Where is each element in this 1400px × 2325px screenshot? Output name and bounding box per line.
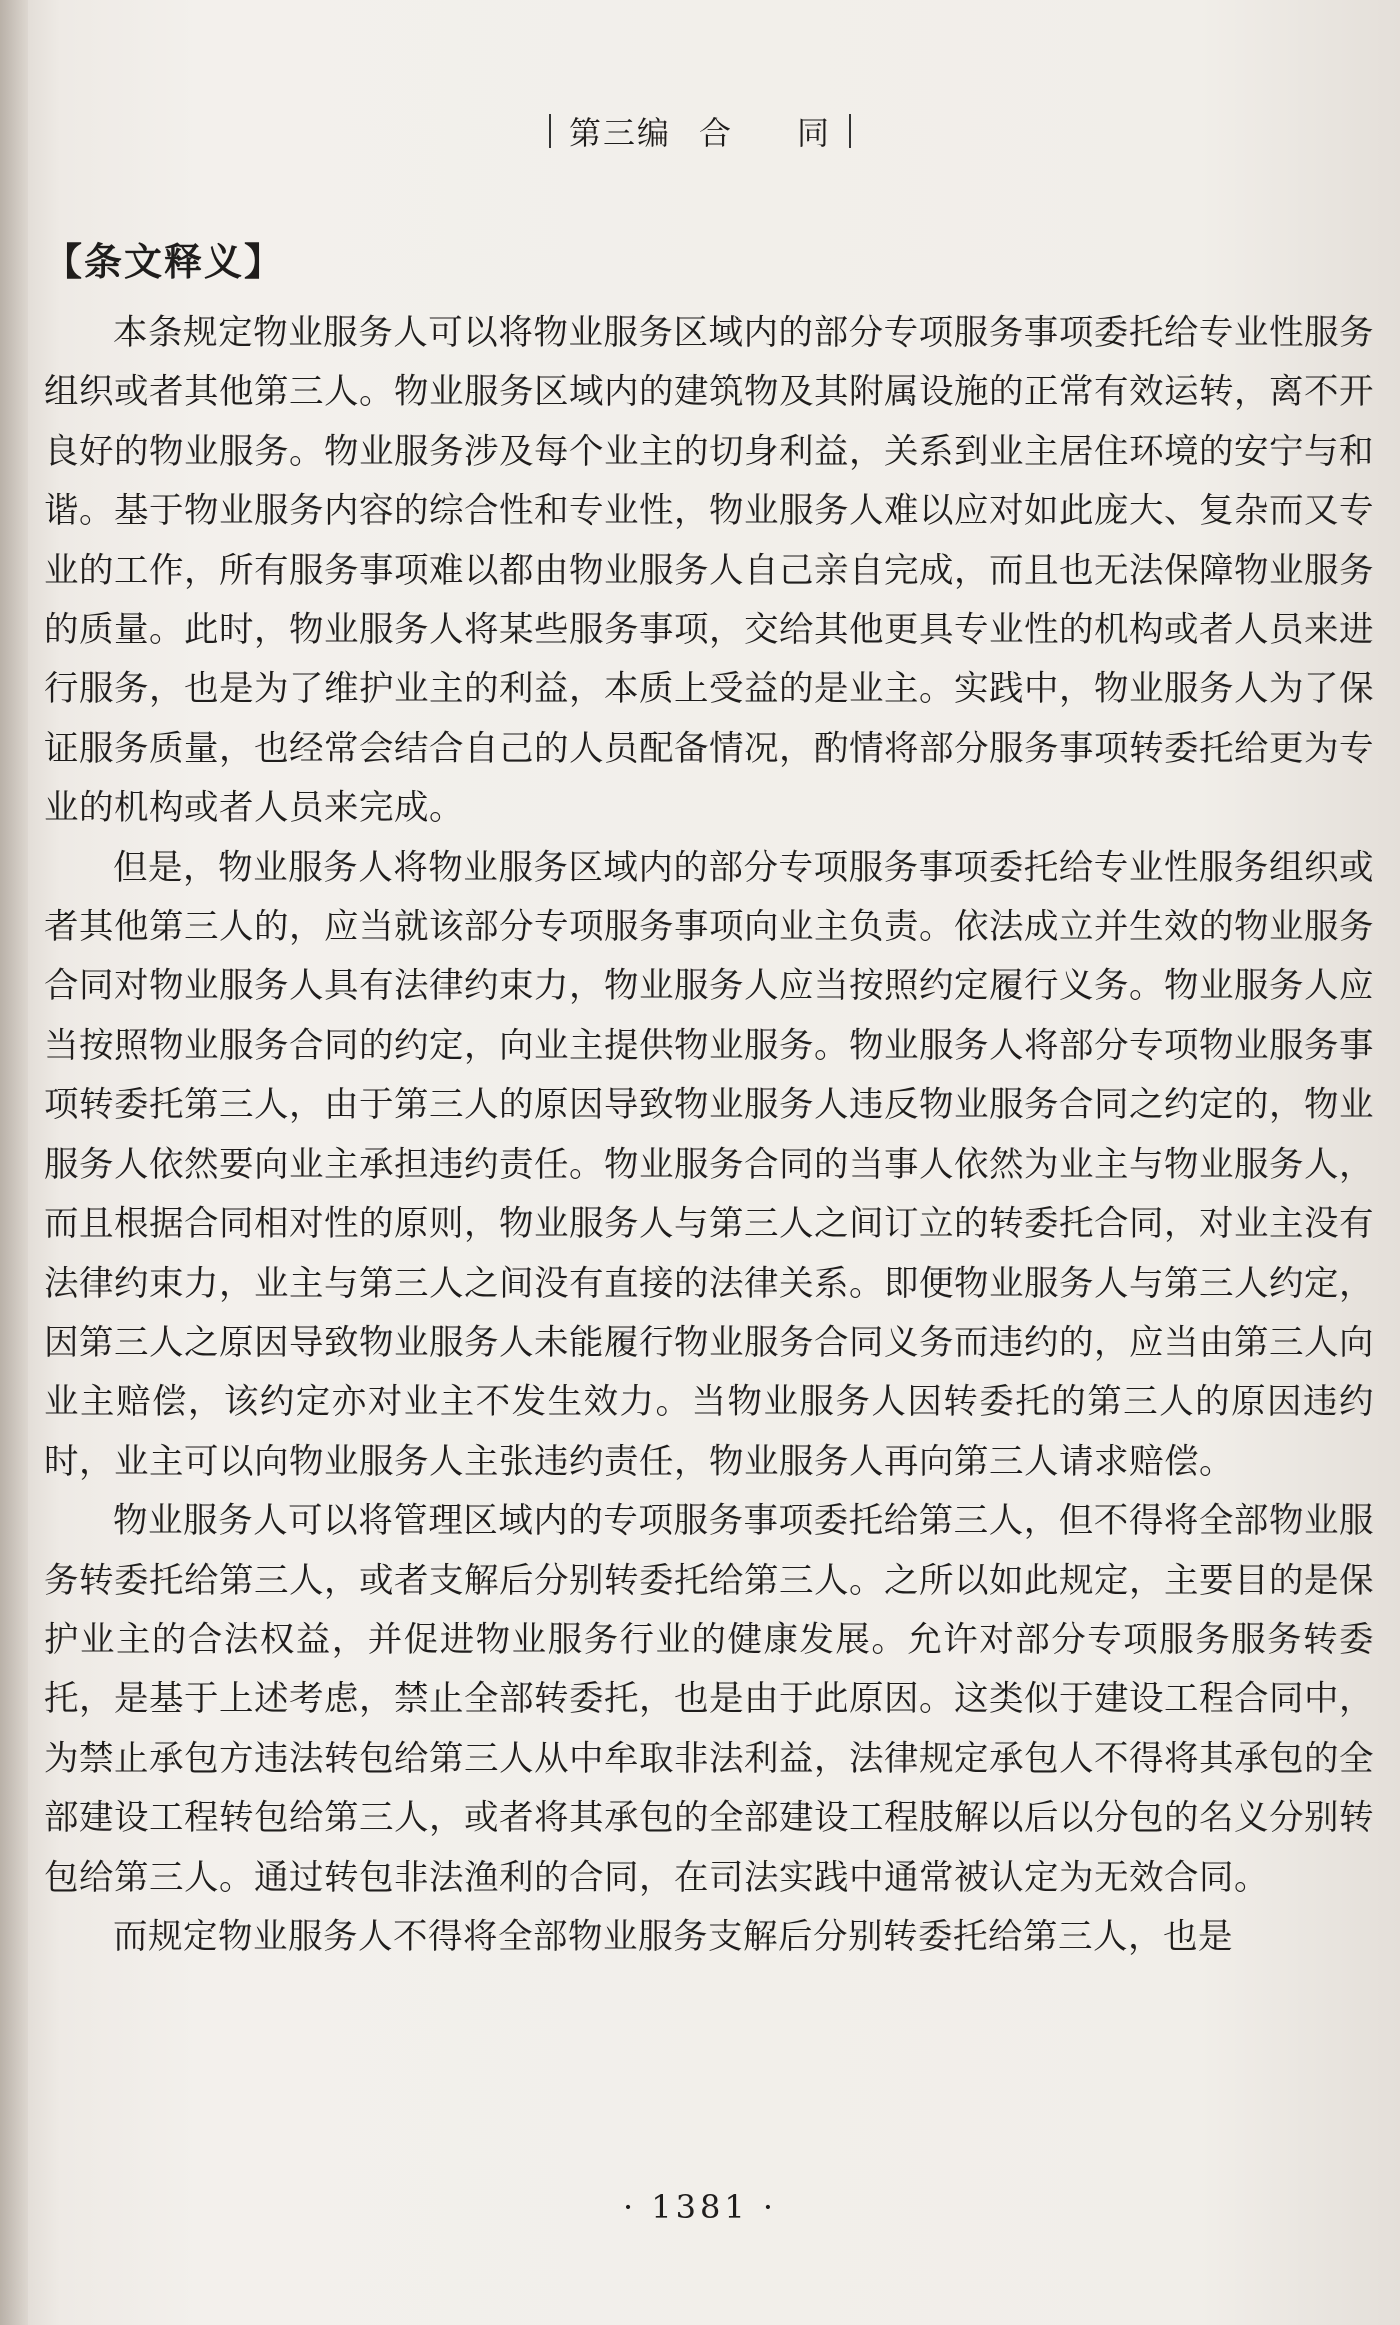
running-header [0, 108, 1400, 154]
paragraph-4: 而规定物业服务人不得将全部物业服务支解后分别转委托给第三人，也是 [113, 1916, 1233, 1957]
page-binding-edge [0, 0, 28, 2325]
header-title-char-2: 同 [797, 114, 832, 152]
section-title: 【条文释义】 [44, 240, 285, 284]
paragraph-3: 物业服务人可以将管理区域内的专项服务事项委托给第三人，但不得将全部物业服务转委托给第三人，或者支解后分别转委托给第三人。之所以如此规定，主要目的是保护业主的合法权益，并促进物业服务行业的健康发展。允许对部分专项服务服务转委托，是基于上述考虑，禁止全部转委托，也是由于此原因。这类似于建设工程合同中，为禁止承包方违法转包给第三人从中牟取非法利益，法律规定承包人不得将其承包的全部建设工程转包给第三人，或者将其承包的全部建设工程肢解以后以分包的名义分别转包给第三人。通过转包非法渔利的合同，在司法实践中通常被认定为无效合同。 [44, 1501, 1374, 1898]
header-divider-left [549, 114, 551, 148]
paragraph-1: 本条规定物业服务人可以将物业服务区域内的部分专项服务事项委托给专业性服务组织或者其他第三人。物业服务区域内的建筑物及其附属设施的正常有效运转，离不开良好的物业服务。物业服务涉及每个业主的切身利益，关系到业主居住环境的安宁与和谐。基于物业服务内容的综合性和专业性，物业服务人难以应对如此庞大、复杂而又专业的工作，所有服务事项难以都由物业服务人自己亲自完成，而且也无法保障物业服务的质量。此时，物业服务人将某些服务事项，交给其他更具专业性的机构或者人员来进行服务，也是为了维护业主的利益，本质上受益的是业主。实践中，物业服务人为了保证服务质量，也经常会结合自己的人员配备情况，酌情将部分服务事项转委托给更为专业的机构或者人员来完成。 [44, 313, 1374, 829]
header-title-char-1: 合 [698, 114, 733, 152]
page-number: · 1381 · [622, 2188, 778, 2226]
header-part: 第三编 [568, 114, 671, 152]
paragraph-2: 但是，物业服务人将物业服务区域内的部分专项服务事项委托给专业性服务组织或者其他第三人的，应当就该部分专项服务事项向业主负责。依法成立并生效的物业服务合同对物业服务人具有法律约束力，物业服务人应当按照约定履行义务。物业服务人应当按照物业服务合同的约定，向业主提供物业服务。物业服务人将部分专项物业服务事项转委托第三人，由于第三人的原因导致物业服务人违反物业服务合同之约定的，物业服务人依然要向业主承担违约责任。物业服务合同的当事人依然为业主与物业服务人，而且根据合同相对性的原则，物业服务人与第三人之间订立的转委托合同，对业主没有法律约束力，业主与第三人之间没有直接的法律关系。即便物业服务人与第三人约定，因第三人之原因导致物业服务人未能履行物业服务合同义务而违约的，应当由第三人向业主赔偿，该约定亦对业主不发生效力。当物业服务人因转委托的第三人的原因违约时，业主可以向物业服务人主张违约责任，物业服务人再向第三人请求赔偿。 [44, 847, 1374, 1482]
main-content [44, 236, 1374, 1967]
header-divider-right [849, 114, 851, 148]
